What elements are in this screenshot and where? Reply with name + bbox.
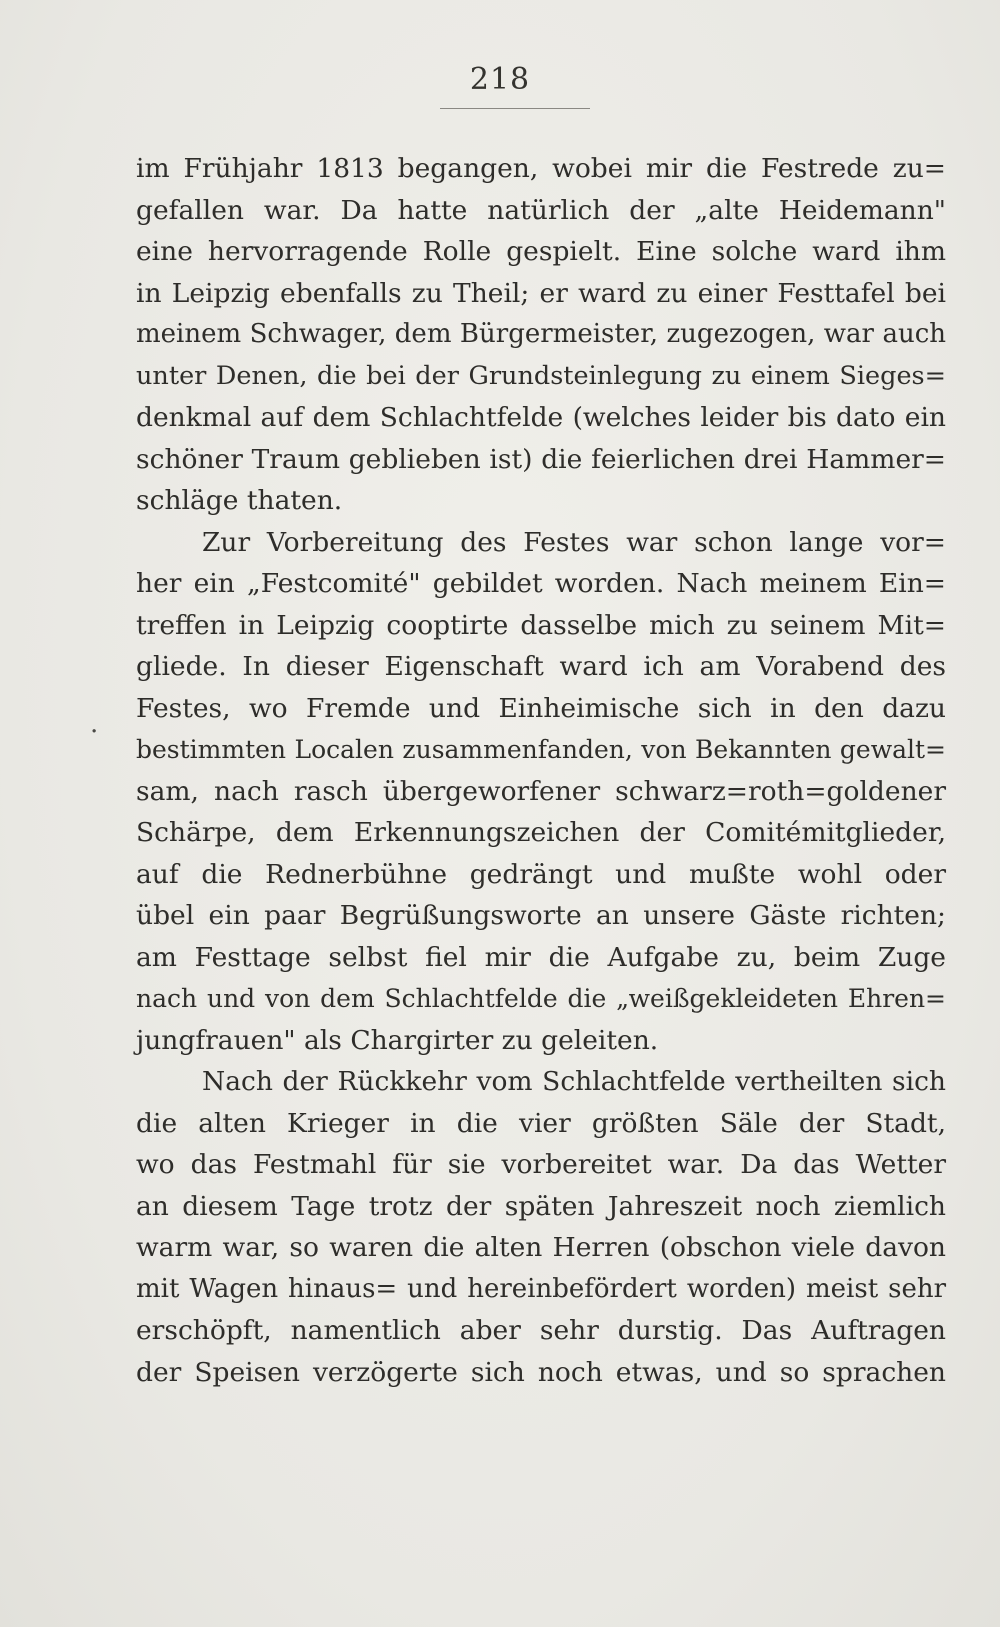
margin-mark: . <box>90 709 99 739</box>
text-line: jungfrauen" als Chargirter zu geleiten. <box>136 1024 659 1056</box>
text-line: auf die Rednerbühne gedrängt und mußte wohl oder <box>136 858 946 890</box>
text-line: Festes, wo Fremde und Einheimische sich in den dazu <box>136 692 946 724</box>
text-line: warm war, so waren die alten Herren (obschon viele davon <box>136 1232 946 1263</box>
text-line: wo das Festmahl für sie vorbereitet war. Da das Wetter <box>136 1149 946 1180</box>
text-line: nach und von dem Schlachtfelde die „weißgekleideten Ehren= <box>136 984 946 1013</box>
text-line: erschöpft, namentlich aber sehr durstig. Das Auftragen <box>136 1315 946 1346</box>
page-number: 218 <box>469 62 531 97</box>
text-line: die alten Krieger in die vier größten Säle der Stadt, <box>136 1107 946 1139</box>
text-line: übel ein paar Begrüßungsworte an unsere Gäste richten; <box>136 900 946 931</box>
body-text <box>136 148 946 1393</box>
text-line: mit Wagen hinaus= und hereinbefördert worden) meist sehr <box>136 1273 946 1304</box>
text-line: eine hervorragende Rolle gespielt. Eine solche ward ihm <box>136 236 946 267</box>
text-line: treffen in Leipzig cooptirte dasselbe mich zu seinem Mit= <box>136 609 946 641</box>
text-line: unter Denen, die bei der Grundsteinlegung zu einem Sieges= <box>136 360 946 391</box>
text-line: schläge thaten. <box>136 485 343 516</box>
text-line: an diesem Tage trotz der späten Jahreszeit noch ziemlich <box>136 1190 946 1222</box>
text-line: der Speisen verzögerte sich noch etwas, und so sprachen <box>136 1356 946 1388</box>
text-line: sam, nach rasch übergeworfener schwarz=roth=goldener <box>136 775 946 807</box>
text-line: denkmal auf dem Schlachtfelde (welches leider bis dato ein <box>136 402 946 433</box>
text-line: meinem Schwager, dem Bürgermeister, zugezogen, war auch <box>136 319 946 349</box>
text-line: Schärpe, dem Erkennungszeichen der Comitémitglieder, <box>136 817 946 848</box>
page-number-rule <box>440 108 590 109</box>
text-line: in Leipzig ebenfalls zu Theil; er ward zu einer Festtafel bei <box>136 277 946 309</box>
text-line: Zur Vorbereitung des Festes war schon lange vor= <box>202 526 946 558</box>
text-line: im Frühjahr 1813 begangen, wobei mir die Festrede zu= <box>136 153 946 184</box>
text-line: bestimmten Localen zusammenfanden, von Bekannten gewalt= <box>136 735 946 764</box>
text-line: her ein „Festcomité" gebildet worden. Nach meinem Ein= <box>136 568 946 599</box>
text-line: gliede. In dieser Eigenschaft ward ich am Vorabend des <box>136 651 946 682</box>
text-line: am Festtage selbst fiel mir die Aufgabe zu, beim Zuge <box>136 941 946 973</box>
text-line: schöner Traum geblieben ist) die feierlichen drei Hammer= <box>136 443 946 475</box>
text-line: gefallen war. Da hatte natürlich der „alte Heidemann" <box>136 194 946 226</box>
text-line: Nach der Rückkehr vom Schlachtfelde vertheilten sich <box>202 1066 946 1097</box>
